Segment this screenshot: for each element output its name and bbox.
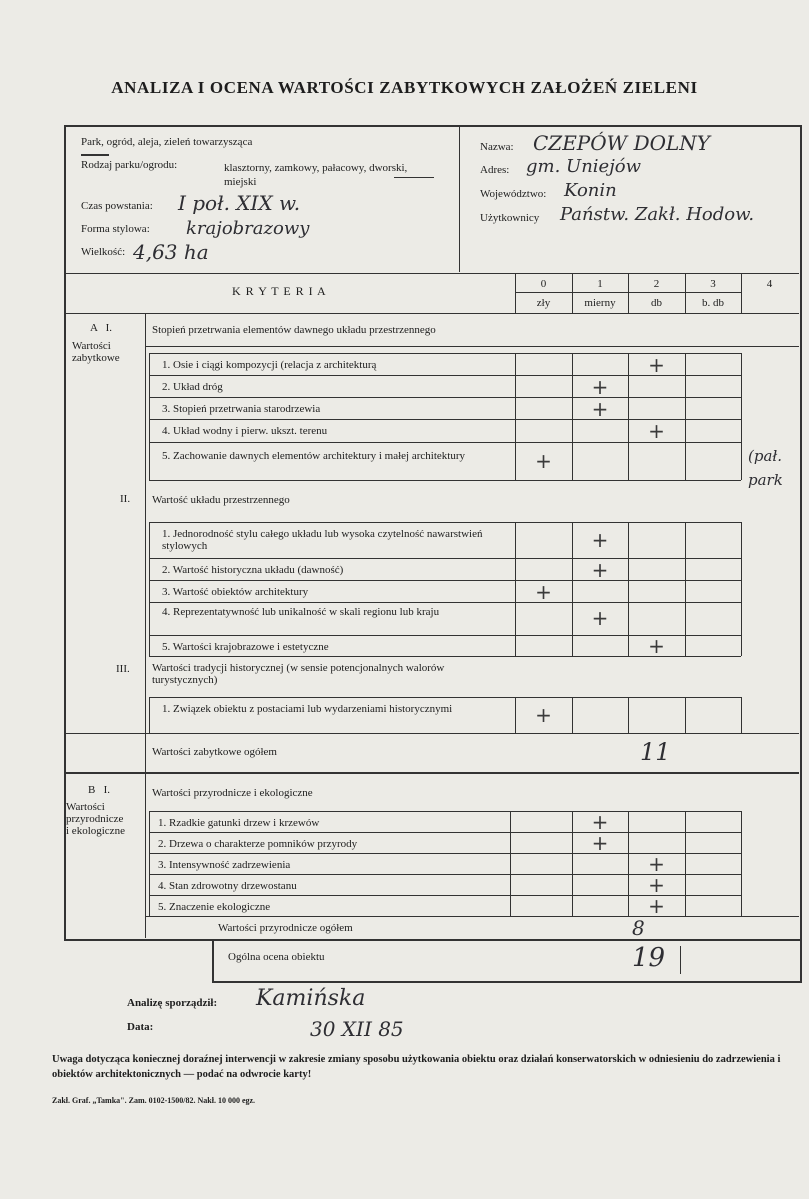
b-left: [149, 811, 150, 916]
item-a2-3: 3. Wartość obiektów architektury: [162, 586, 309, 598]
item-a1-4: 4. Układ wodny i pierw. ukszt. terenu: [162, 425, 328, 437]
item-b-5: 5. Znaczenie ekologiczne: [158, 901, 271, 913]
score-mark: +: [591, 397, 609, 421]
print-info: Zakł. Graf. „Tamka". Zam. 0102-1500/82. Nakł. 10 000 egz.: [52, 1096, 256, 1105]
col-num-2: 2: [653, 278, 660, 290]
score-mark: +: [648, 894, 665, 918]
a1-c0: [515, 353, 516, 480]
a2-c1: [572, 522, 573, 656]
heading-b: Wartości przyrodnicze i ekologiczne: [152, 787, 313, 799]
overall-value: 19: [632, 943, 666, 973]
score-mark: +: [591, 831, 609, 855]
b-c1: [572, 811, 573, 916]
score-mark: +: [648, 353, 665, 377]
voiv-label: Województwo:: [480, 188, 547, 200]
prepared-value: Kamińska: [256, 986, 366, 1011]
col-line-3: [685, 274, 686, 313]
a3-left: [149, 697, 150, 733]
a2-c0: [515, 522, 516, 656]
a1-c3: [685, 353, 686, 480]
section-a-divider: [145, 313, 146, 773]
overall-divider: [680, 946, 681, 974]
col-line-1: [572, 274, 573, 313]
b-row-bottom: [145, 916, 799, 917]
a3-c0: [515, 697, 516, 733]
a2-row-3: [149, 602, 741, 603]
kind-options-2: miejski: [224, 176, 257, 188]
created-label: Czas powstania:: [81, 200, 153, 212]
b-total-label: Wartości przyrodnicze ogółem: [218, 922, 353, 934]
score-mark: +: [535, 580, 552, 604]
col-name-1: mierny: [584, 297, 616, 309]
section-a-roman-3: III.: [116, 663, 130, 675]
score-mark: +: [648, 852, 665, 876]
a2-row-top: [149, 522, 741, 523]
header-bottom-line: [66, 273, 799, 274]
a-total-value: 11: [640, 738, 671, 766]
users-label: Użytkownicy: [480, 212, 540, 224]
item-a2-2: 2. Wartość historyczna układu (dawność): [162, 564, 344, 576]
a1-row-bottom: [149, 480, 741, 481]
a3-c3: [685, 697, 686, 733]
b-c4: [741, 811, 742, 916]
col-name-3: b. db: [702, 297, 724, 309]
date-label: Data:: [127, 1021, 154, 1033]
a2-c3: [685, 522, 686, 656]
b-c0: [510, 811, 511, 916]
a3-c1: [572, 697, 573, 733]
item-b-3: 3. Intensywność zadrzewienia: [158, 859, 291, 871]
style-label: Forma stylowa:: [81, 223, 150, 235]
score-mark: +: [648, 419, 665, 443]
voiv-value: Konin: [564, 180, 617, 201]
a2-left: [149, 522, 150, 656]
section-b-label: B I.: [88, 784, 110, 796]
col-num-0: 0: [540, 278, 547, 290]
item-a2-4: 4. Reprezentatywność lub unikalność w skali regionu lub kraju: [162, 606, 440, 618]
size-label: Wielkość:: [81, 246, 126, 258]
style-value: krajobrazowy: [186, 218, 310, 239]
criteria-title: K R Y T E R I A: [232, 284, 327, 298]
date-value: 30 XII 85: [310, 1017, 404, 1041]
a3-row-top: [149, 697, 741, 698]
kind-underline: [394, 177, 434, 178]
heading-a3: Wartości tradycji historycznej (w sensie potencjonalnych walorów turystycznych): [152, 662, 445, 686]
item-a2-1: 1. Jednorodność stylu całego układu lub wysoka czytelność nawarstwień stylowych: [162, 528, 483, 552]
kind-label: Rodzaj parku/ogrodu:: [81, 159, 178, 171]
score-mark: +: [591, 810, 609, 834]
b-c2: [628, 811, 629, 916]
address-label: Adres:: [480, 164, 510, 176]
col-line-0: [515, 274, 516, 313]
type-label: Park, ogród, aleja, zieleń towarzysząca: [81, 136, 253, 148]
score-mark: +: [591, 558, 609, 582]
created-value: I poł. XIX w.: [178, 191, 301, 215]
kind-options-1: klasztorny, zamkowy, pałacowy, dworski,: [224, 162, 408, 174]
col-num-1: 1: [597, 278, 603, 290]
a2-c4: [741, 522, 742, 656]
b-c3: [685, 811, 686, 916]
b-row-top: [149, 811, 741, 812]
col-line-2: [628, 274, 629, 313]
users-value: Państw. Zakł. Hodow.: [560, 204, 755, 225]
section-b-sub: Wartości przyrodnicze i ekologiczne: [66, 801, 125, 837]
b-row-1: [149, 832, 741, 833]
a-total-bottom: [66, 772, 799, 774]
item-a1-1: 1. Osie i ciągi kompozycji (relacja z architekturą: [162, 359, 377, 371]
col-name-0: zły: [536, 297, 551, 309]
size-value: 4,63 ha: [133, 240, 209, 264]
a2-row-2: [149, 580, 741, 581]
a1-c1: [572, 353, 573, 480]
section-a-sub: Wartości zabytkowe: [72, 340, 120, 364]
item-b-1: 1. Rzadkie gatunki drzew i krzewów: [158, 817, 320, 829]
a3-c4: [741, 697, 742, 733]
a1-c2: [628, 353, 629, 480]
a1-row-2: [149, 397, 741, 398]
item-a1-3: 3. Stopień przetrwania starodrzewia: [162, 403, 321, 415]
score-mark: +: [648, 634, 665, 658]
score-mark: +: [535, 449, 552, 473]
item-a1-2: 2. Układ dróg: [162, 381, 223, 393]
margin-note: (pał. park: [748, 447, 783, 489]
a2-c2: [628, 522, 629, 656]
score-mark: +: [591, 606, 609, 630]
score-mark: +: [535, 703, 552, 727]
col-num-4: 4: [766, 278, 773, 290]
footer-note: Uwaga dotycząca koniecznej doraźnej interwencji w zakresie zmiany sposobu użytkowania obiektu oraz działań konserwatorskich w odniesieniu do zadrzewienia i obiektów architektonicznych — podać na odwrocie karty!: [52, 1054, 781, 1080]
heading-a1: Stopień przetrwania elementów dawnego układu przestrzennego: [152, 324, 436, 336]
section-b-divider: [145, 774, 146, 938]
address-value: gm. Uniejów: [526, 156, 642, 177]
prepared-label: Analizę sporządził:: [127, 997, 218, 1009]
a3-c2: [628, 697, 629, 733]
a-total-label: Wartości zabytkowe ogółem: [152, 746, 277, 758]
section-a-roman-2: II.: [120, 493, 131, 505]
b-total-value: 8: [632, 916, 645, 940]
col-name-2: db: [651, 297, 662, 309]
header-divider: [459, 127, 460, 272]
item-a2-5: 5. Wartości krajobrazowe i estetyczne: [162, 641, 329, 653]
item-a3-1: 1. Związek obiektu z postaciami lub wydarzeniami historycznymi: [162, 703, 453, 715]
form-title: ANALIZA I OCENA WARTOŚCI ZABYTKOWYCH ZAŁOŻEŃ ZIELENI: [111, 78, 698, 97]
type-underline: [81, 154, 109, 156]
col-line-4: [741, 274, 742, 313]
a-total-top: [66, 733, 799, 734]
name-label: Nazwa:: [480, 141, 514, 153]
a2-row-1: [149, 558, 741, 559]
score-mark: +: [591, 375, 609, 399]
overall-label: Ogólna ocena obiektu: [228, 951, 325, 963]
a1-c4: [741, 353, 742, 480]
score-mark: +: [648, 873, 665, 897]
criteria-bottom-line: [66, 313, 799, 314]
item-b-2: 2. Drzewa o charakterze pomników przyrody: [158, 838, 358, 850]
col-num-3: 3: [710, 278, 716, 290]
item-b-4: 4. Stan zdrowotny drzewostanu: [158, 880, 297, 892]
a1-left: [149, 353, 150, 480]
heading-a2: Wartość układu przestrzennego: [152, 494, 290, 506]
score-mark: +: [591, 528, 609, 552]
name-value: CZEPÓW DOLNY: [533, 131, 710, 155]
heading-a1-line: [145, 346, 799, 347]
item-a1-5: 5. Zachowanie dawnych elementów architektury i małej architektury: [162, 450, 465, 462]
section-a-label: A I.: [90, 322, 112, 334]
